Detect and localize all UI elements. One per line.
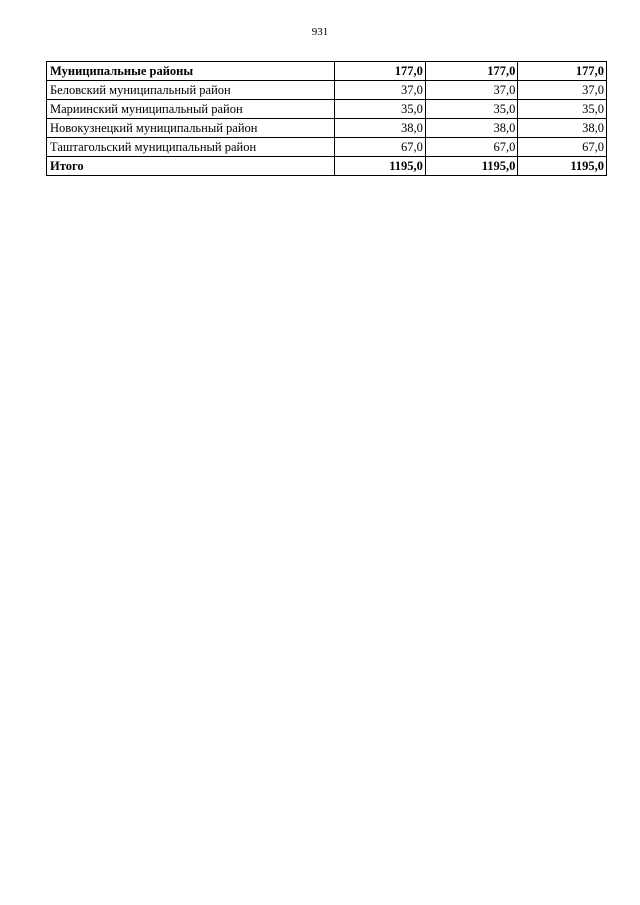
row-value-1: 38,0	[335, 119, 426, 138]
row-value-2: 1195,0	[425, 157, 518, 176]
row-value-3: 38,0	[518, 119, 607, 138]
row-value-3: 67,0	[518, 138, 607, 157]
table-row-tashtagolsky	[47, 138, 607, 157]
row-name: Таштагольский муниципальный район	[47, 138, 335, 157]
budget-table	[46, 61, 607, 176]
table-row-total	[47, 157, 607, 176]
row-value-2: 38,0	[425, 119, 518, 138]
row-name: Новокузнецкий муниципальный район	[47, 119, 335, 138]
page-number: 931	[311, 26, 329, 38]
table-row-novokuznetsky	[47, 119, 607, 138]
row-value-2: 67,0	[425, 138, 518, 157]
row-value-1: 1195,0	[335, 157, 426, 176]
row-value-1: 35,0	[335, 100, 426, 119]
table-row-belovsky	[47, 81, 607, 100]
row-value-3: 1195,0	[518, 157, 607, 176]
row-value-3: 35,0	[518, 100, 607, 119]
row-value-1: 67,0	[335, 138, 426, 157]
row-value-3: 177,0	[518, 62, 607, 81]
table-row-mariinsky	[47, 100, 607, 119]
row-value-2: 177,0	[425, 62, 518, 81]
table-row-municipal-districts	[47, 62, 607, 81]
row-name: Мариинский муниципальный район	[47, 100, 335, 119]
row-value-3: 37,0	[518, 81, 607, 100]
row-value-2: 37,0	[425, 81, 518, 100]
row-value-1: 177,0	[335, 62, 426, 81]
row-value-1: 37,0	[335, 81, 426, 100]
row-name: Беловский муниципальный район	[47, 81, 335, 100]
row-value-2: 35,0	[425, 100, 518, 119]
row-name: Муниципальные районы	[47, 62, 335, 81]
row-name: Итого	[47, 157, 335, 176]
